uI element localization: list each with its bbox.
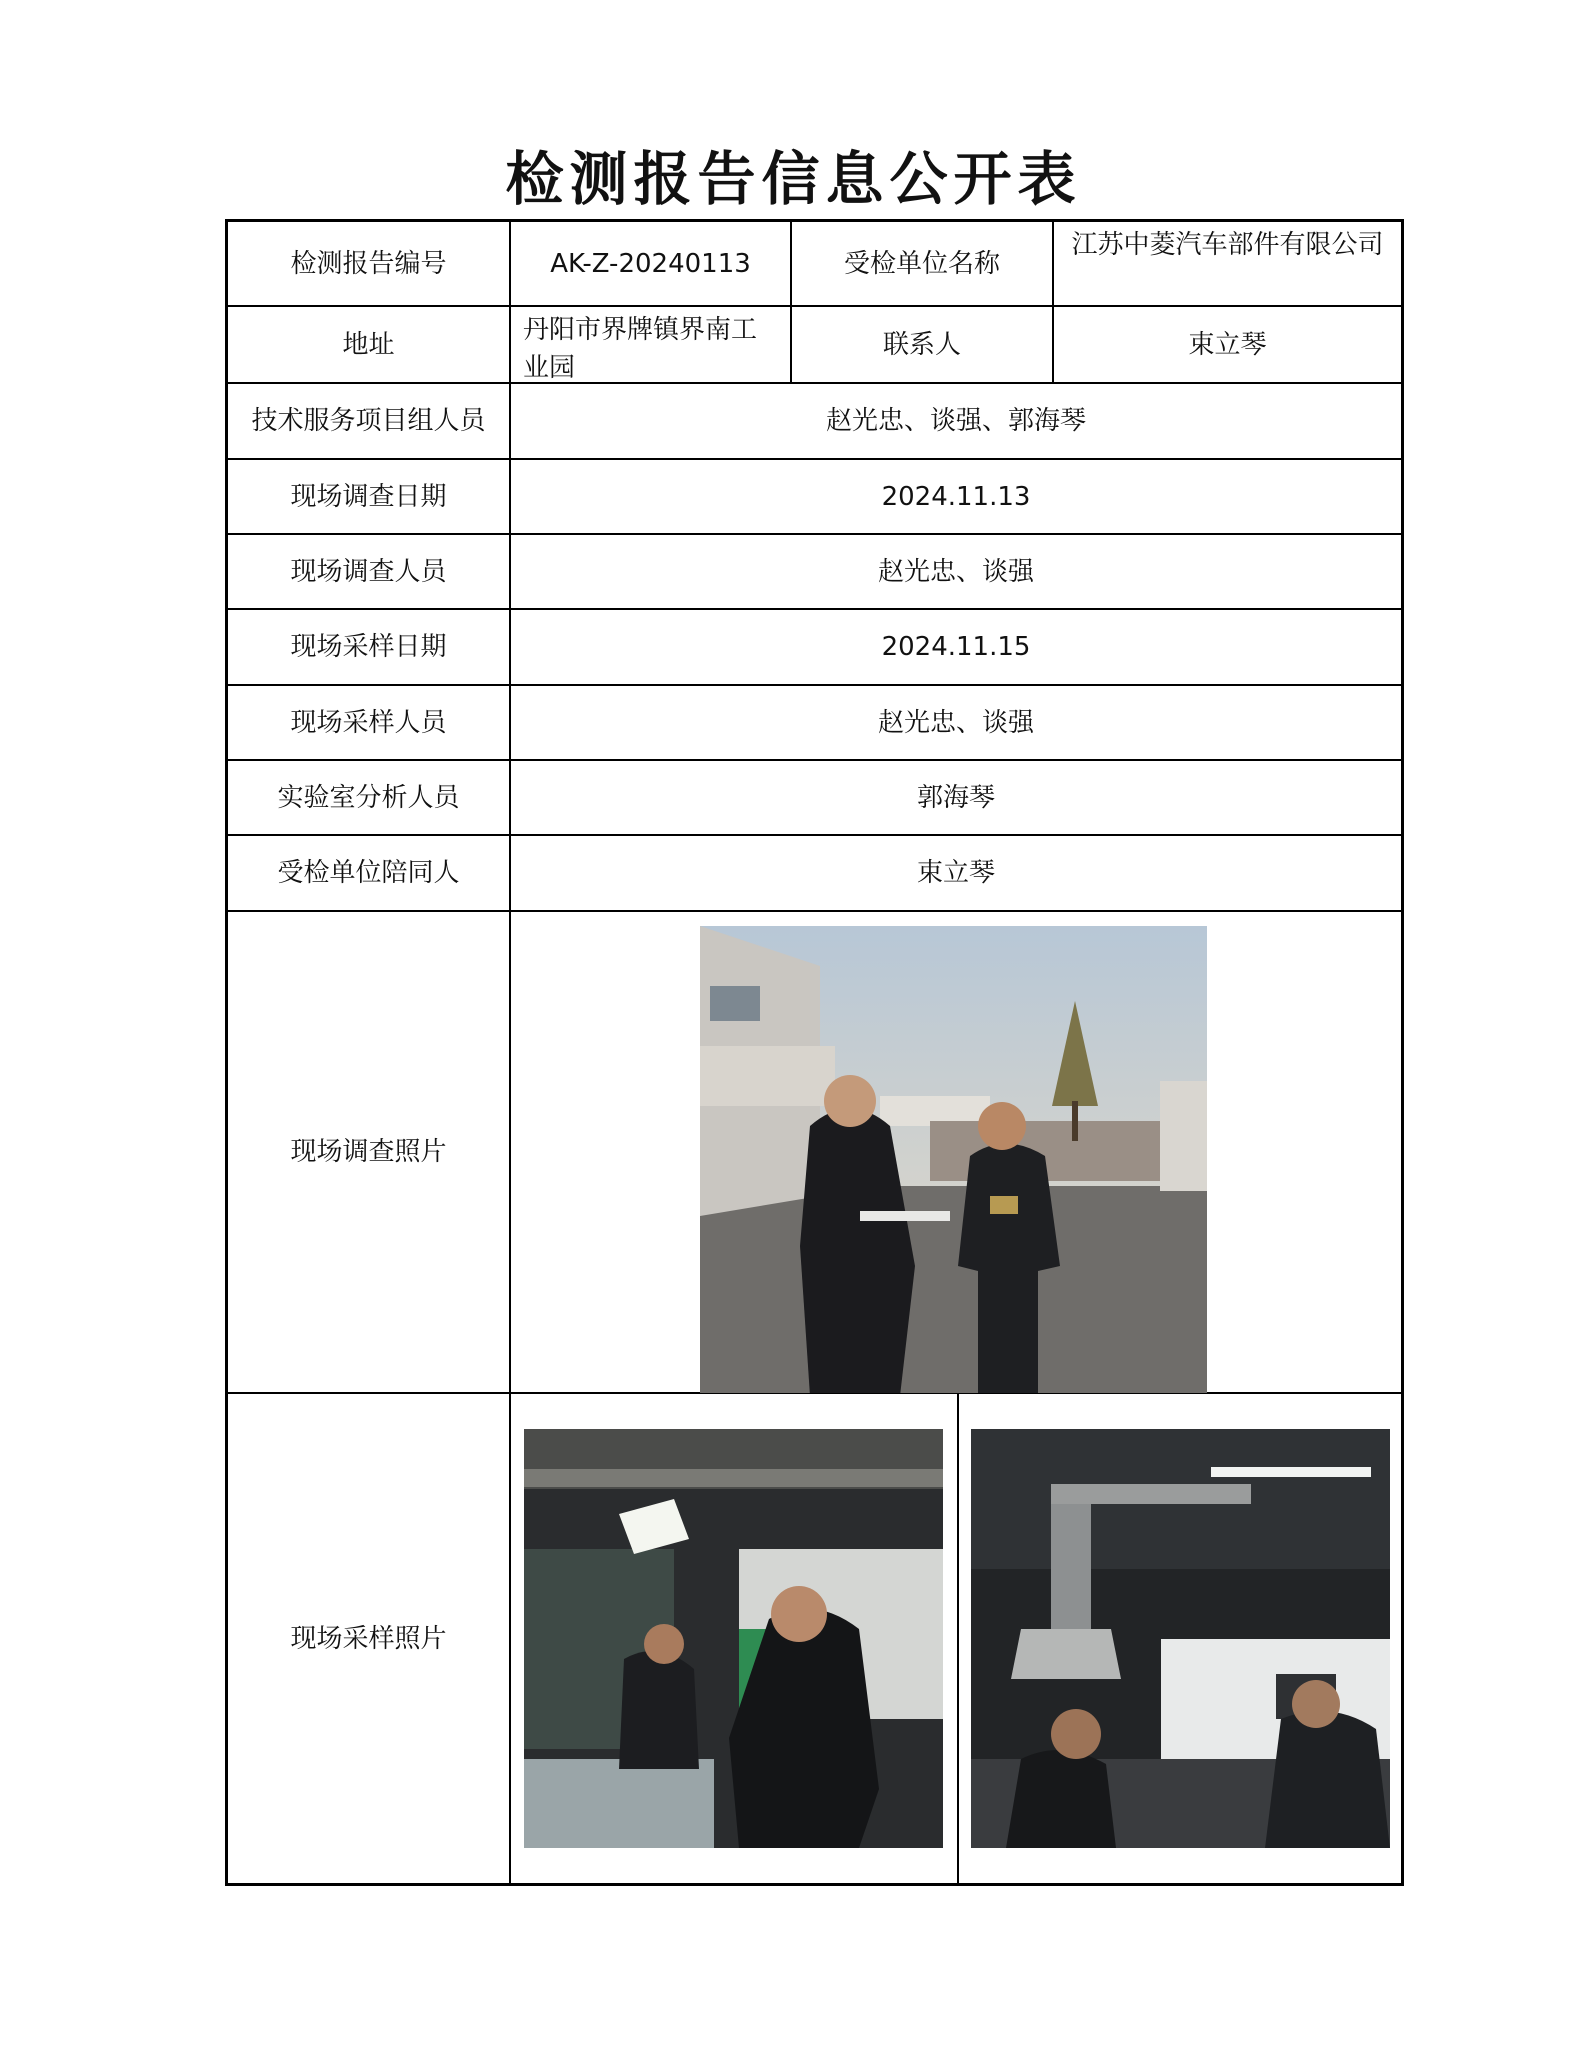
unit-name-label: 受检单位名称 [843,248,1000,279]
survey-date-label: 现场调查日期 [290,481,447,512]
page-title: 检测报告信息公开表 [505,145,1082,213]
survey-staff-value: 赵光忠、谈强 [877,556,1034,587]
sampling-photo-label: 现场采样照片 [290,1623,447,1654]
team-value: 赵光忠、谈强、郭海琴 [825,406,1086,436]
survey-staff-label: 现场调查人员 [290,556,447,587]
sampling-photo-2 [971,1429,1390,1848]
sampling-staff-value: 赵光忠、谈强 [877,707,1034,738]
address-label: 地址 [342,329,395,360]
survey-photo-label: 现场调查照片 [290,1137,447,1167]
survey-photo [700,926,1207,1393]
report-no-value: AK-Z-20240113 [550,248,751,279]
info-table [225,219,1404,1886]
sampling-date-label: 现场采样日期 [290,632,447,662]
team-label: 技术服务项目组人员 [251,406,486,436]
escort-label: 受检单位陪同人 [277,858,460,888]
unit-name-value: 江苏中菱汽车部件有限公司 [1071,230,1384,260]
lab-staff-label: 实验室分析人员 [277,782,460,813]
contact-label: 联系人 [882,329,961,360]
lab-staff-value: 郭海琴 [916,782,995,813]
contact-value: 束立琴 [1188,329,1267,360]
sampling-staff-label: 现场采样人员 [290,707,447,738]
address-value: 丹阳市界牌镇界南工业园 [523,315,758,383]
col-divider [957,1392,959,1883]
sampling-date-value: 2024.11.15 [881,632,1031,662]
escort-value: 束立琴 [916,858,995,888]
report-no-label: 检测报告编号 [290,248,447,279]
survey-date-value: 2024.11.13 [881,481,1031,512]
sampling-photo-1 [524,1429,943,1848]
